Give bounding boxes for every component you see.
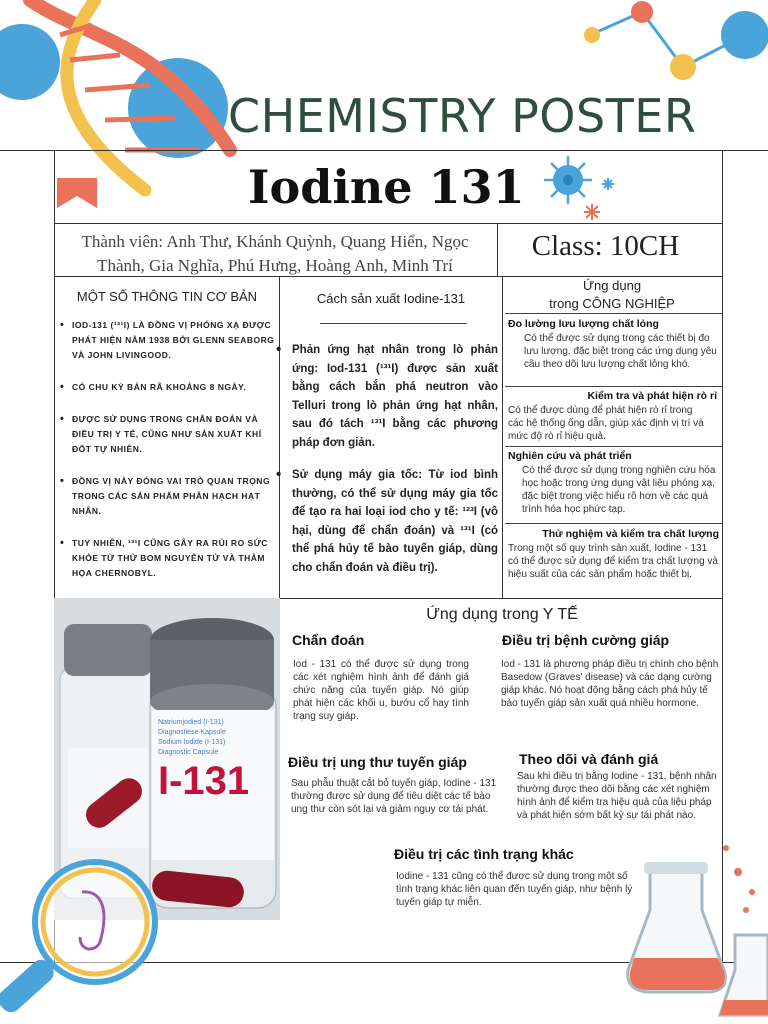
list-item: • Sử dụng máy gia tốc: Từ iod bình thường, có thể sử dụng máy gia tốc để tạo ra hai loại iod cho y tế: ¹²³I (vô hại, dùng để chẩn đoán) và ¹³¹I (có thể phá hủy tế bào tuyến giáp, dùng cho chẩn đoán và điều trị). [276,466,498,577]
basic-info-heading: MỘT SỐ THÔNG TIN CƠ BẢN [76,289,258,304]
industry-item-body: Có thể được sử dụng trong các thiết bị đo lưu lượng, đặc biệt trong các ứng dụng yêu cầu theo dõi lưu lượng chất lỏng khó. [524,333,717,370]
medical-item-title: Điều trị ung thư tuyến giáp [288,754,467,770]
class-label: Class: 10CH [531,230,680,262]
molecule-illustration [580,0,768,90]
list-item: • Phản ứng hạt nhân trong lò phản ứng: Iod-131 (¹³¹I) được sản xuất bằng cách bắn phá neutron vào Telluri trong lò phản ứng hạt nhân, sau đó tách ¹³¹I bằng các phương pháp đơn giản. [276,341,498,452]
list-item: • ĐỒNG VỊ NÀY ĐÓNG VAI TRÒ QUAN TRỌNG TRONG CÁC SẢN PHẨM PHÂN HẠCH HẠT NHÂN. [58,474,276,519]
industry-heading-line2: trong CÔNG NGHIỆP [549,296,675,311]
team-members: Thành viên: Anh Thư, Khánh Quỳnh, Quang Hiển, Ngọc Thành, Gia Nghĩa, Phú Hưng, Hoàng Anh, Minh Trí [81,232,469,275]
subject-title: Iodine 131 [248,160,525,214]
dna-illustration [0,0,240,215]
svg-text:Sodium Iodide (I-131): Sodium Iodide (I-131) [158,739,226,746]
blue-blob-shape [128,58,228,158]
medical-item-title: Chẩn đoán [292,632,365,648]
poster-title: CHEMISTRY POSTER [228,89,697,143]
industry-heading [505,277,719,313]
svg-text:Diagnostiese Kapsule: Diagnostiese Kapsule [158,729,226,736]
production-heading: Cách sản xuất Iodine-131 [316,291,466,306]
svg-text:Diagnostic Capsule: Diagnostic Capsule [158,749,219,756]
production-list [276,341,498,591]
industry-item-title: Đo lường lưu lượng chất lỏng [508,318,659,330]
divider [497,223,498,276]
basic-info-list [58,318,276,598]
medical-item-body: Sau phẫu thuật cắt bỏ tuyến giáp, Iodine - 131 thường được sử dụng để tiêu diệt các tế bào ung thư còn sót lại và giảm nguy cơ tái phát. [291,778,497,815]
divider [505,446,722,447]
virus-icon [540,150,625,225]
magnifier-icon [0,852,170,1024]
list-item: • TUY NHIÊN, ¹³¹I CŨNG GÂY RA RỦI RO SỨC KHỎE TỪ THỬ BOM NGUYÊN TỬ VÀ THẢM HỌA CHERNOBYL. [58,536,276,581]
industry-item-title: Kiểm tra và phát hiện rò rỉ [587,390,717,402]
industry-item-body: Có thể được sử dụng trong nghiên cứu hóa học hoặc trong ứng dụng vật liệu phóng xạ, đặc biệt trong việc hiểu rõ hơn về các quá trình hóa học phức tạp. [522,465,716,515]
divider [0,150,768,151]
medical-item-body: Iod - 131 là phương pháp điều trị chính cho bệnh Basedow (Graves' disease) và các dạng cường giáp khác. Nó hoạt động bằng cách phá hủy tế bào tuyến giáp sản xuất quá nhiều hormone. [501,659,719,709]
list-item: • IOD-131 (¹³¹I) LÀ ĐỒNG VỊ PHÓNG XẠ ĐƯỢC PHÁT HIỆN NĂM 1938 BỞI GLENN SEABORG VÀ JOHN LIVINGOOD. [58,318,276,363]
industry-item-title: Thử nghiệm và kiểm tra chất lượng [542,528,719,540]
industry-item-body: Có thể được dùng để phát hiện rò rỉ trong các hệ thống ống dẫn, giúp xác định vị trí và mức độ rò rỉ hiệu quả. [508,405,704,442]
medical-item-title: Theo dõi và đánh giá [519,751,659,767]
divider [505,313,722,314]
flask-icon [620,840,768,1024]
divider [505,386,722,387]
divider [502,276,503,598]
list-item: • ĐƯỢC SỬ DỤNG TRONG CHẨN ĐOÁN VÀ ĐIỀU TRỊ Y TẾ, CŨNG NHƯ SẢN XUẤT KHÍ ĐỐT TỰ NHIÊN. [58,412,276,457]
vial-small-label: Natriumjodied (I-131) [158,719,224,726]
medical-heading: Ứng dụng trong Y TẾ [426,606,578,623]
divider [505,523,722,524]
medical-item-title: Điều trị bệnh cường giáp [502,632,670,648]
list-item: • CÓ CHU KỲ BÁN RÃ KHOẢNG 8 NGÀY. [58,380,276,395]
medical-item-body: Iodine - 131 cũng có thể được sử dụng trong một số tình trạng khác liên quan đến tuyến giáp, như bệnh lý tuyến giáp tự miễn. [396,871,633,908]
industry-item-body: Trong một số quy trình sản xuất, Iodine - 131 có thể được sử dụng để kiểm tra chất lượng và hiệu suất của các sản phẩm hoặc thiết bị. [508,543,718,580]
medical-item-body: Iod - 131 có thể được sử dụng trong các xét nghiệm hình ảnh để đánh giá chức năng của tuyến giáp. Nó giúp phát hiện các khối u, bướu cổ hay tình trạng suy giáp. [293,659,469,722]
divider [320,323,467,324]
bookmark-ribbon-shape [57,178,97,208]
medical-item-body: Sau khi điều trị bằng Iodine - 131, bệnh nhân thường được theo dõi bằng các xét nghiệm hình ảnh để kiểm tra hiệu quả của liệu pháp và phát hiện sớm bất kỳ sự tái phát nào. [517,771,717,821]
vial-big-label: I-131 [158,759,250,803]
industry-heading-line1: Ứng dụng [582,278,642,293]
industry-item-title: Nghiên cứu và phát triển [508,450,632,462]
medical-item-title: Điều trị các tình trạng khác [394,846,574,862]
blue-blob-shape [0,24,60,100]
